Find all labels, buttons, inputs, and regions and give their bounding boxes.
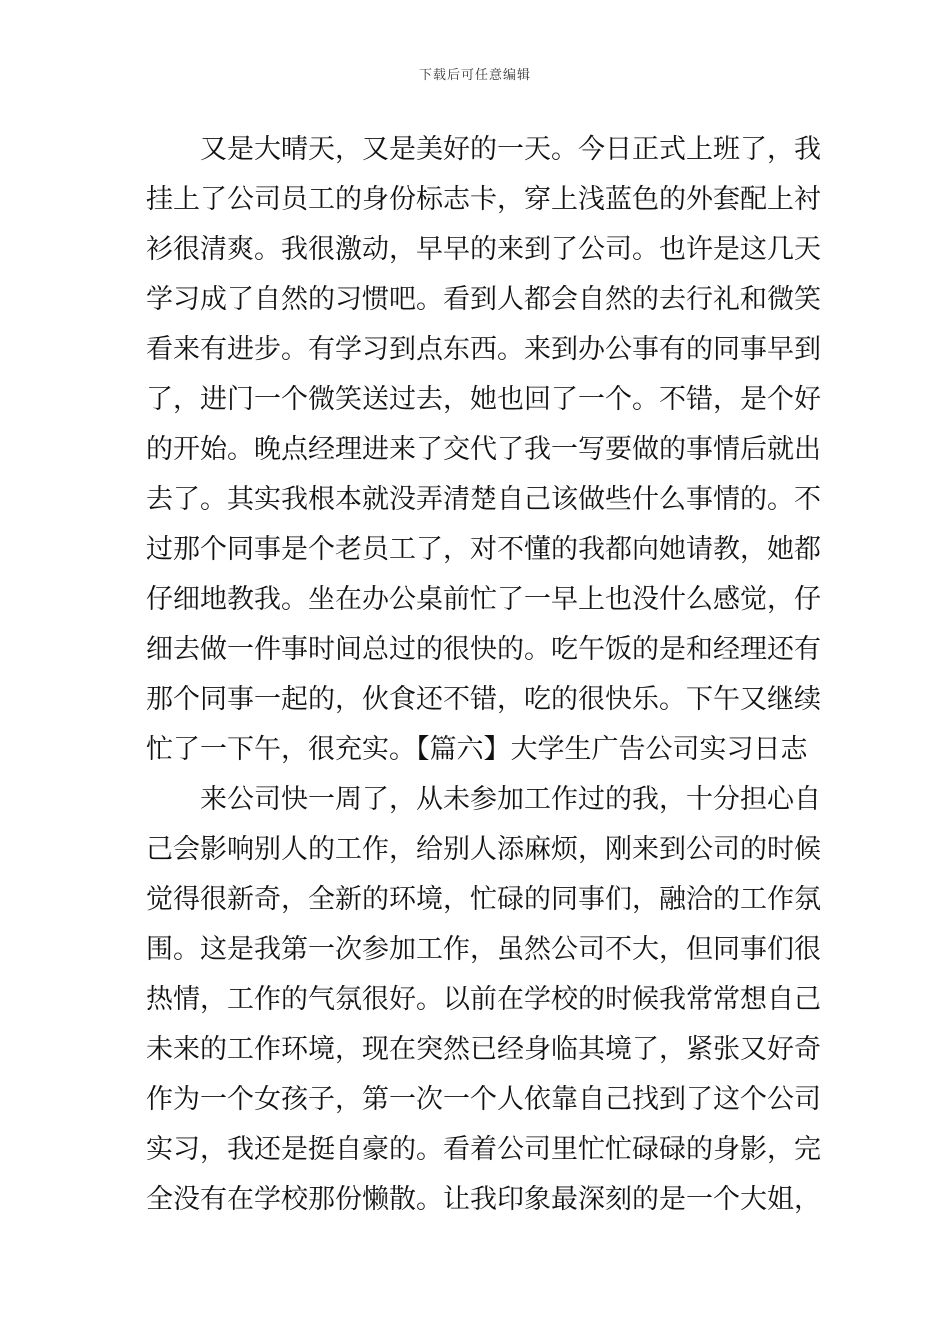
text-line: 己会影响别人的工作，给别人添麻烦，刚来到公司的时候 — [146, 834, 821, 865]
text-line: 围。这是我第一次参加工作，虽然公司不大，但同事们很 — [146, 934, 821, 965]
text-line: 挂上了公司员工的身份标志卡，穿上浅蓝色的外套配上衬 — [146, 184, 821, 215]
text-line: 看来有进步。有学习到点东西。来到办公事有的同事早到 — [146, 334, 821, 365]
text-line: 衫很清爽。我很激动，早早的来到了公司。也许是这几天 — [146, 234, 821, 265]
text-line: 的开始。晚点经理进来了交代了我一写要做的事情后就出 — [146, 434, 821, 465]
text-line: 来公司快一周了，从未参加工作过的我，十分担心自 — [200, 784, 821, 815]
text-line: 实习，我还是挺自豪的。看着公司里忙忙碌碌的身影，完 — [146, 1134, 821, 1165]
text-line: 全没有在学校那份懒散。让我印象最深刻的是一个大姐， — [146, 1184, 821, 1215]
text-line: 未来的工作环境，现在突然已经身临其境了，紧张又好奇 — [146, 1034, 821, 1065]
text-line: 仔细地教我。坐在办公桌前忙了一早上也没什么感觉，仔 — [146, 584, 821, 615]
text-line: 过那个同事是个老员工了，对不懂的我都向她请教，她都 — [146, 534, 821, 565]
text-line: 作为一个女孩子，第一次一个人依靠自己找到了这个公司 — [146, 1084, 821, 1115]
text-line: 那个同事一起的，伙食还不错，吃的很快乐。下午又继续 — [146, 684, 821, 715]
document-body — [146, 125, 821, 1225]
text-line: 又是大晴天，又是美好的一天。今日正式上班了，我 — [200, 134, 821, 165]
paragraph-1 — [146, 125, 821, 775]
text-line: 了，进门一个微笑送过去，她也回了一个。不错，是个好 — [146, 384, 821, 415]
text-line: 去了。其实我根本就没弄清楚自己该做些什么事情的。不 — [146, 484, 821, 515]
paragraph-2 — [146, 775, 821, 1225]
text-line: 细去做一件事时间总过的很快的。吃午饭的是和经理还有 — [146, 634, 821, 665]
page-header: 下载后可任意编辑 — [418, 68, 531, 83]
text-line: 学习成了自然的习惯吧。看到人都会自然的去行礼和微笑 — [146, 284, 821, 315]
text-line: 热情，工作的气氛很好。以前在学校的时候我常常想自己 — [146, 984, 821, 1015]
text-line: 忙了一下午，很充实。【篇六】大学生广告公司实习日志 — [146, 734, 808, 765]
text-line: 觉得很新奇，全新的环境，忙碌的同事们，融洽的工作氛 — [146, 884, 821, 915]
